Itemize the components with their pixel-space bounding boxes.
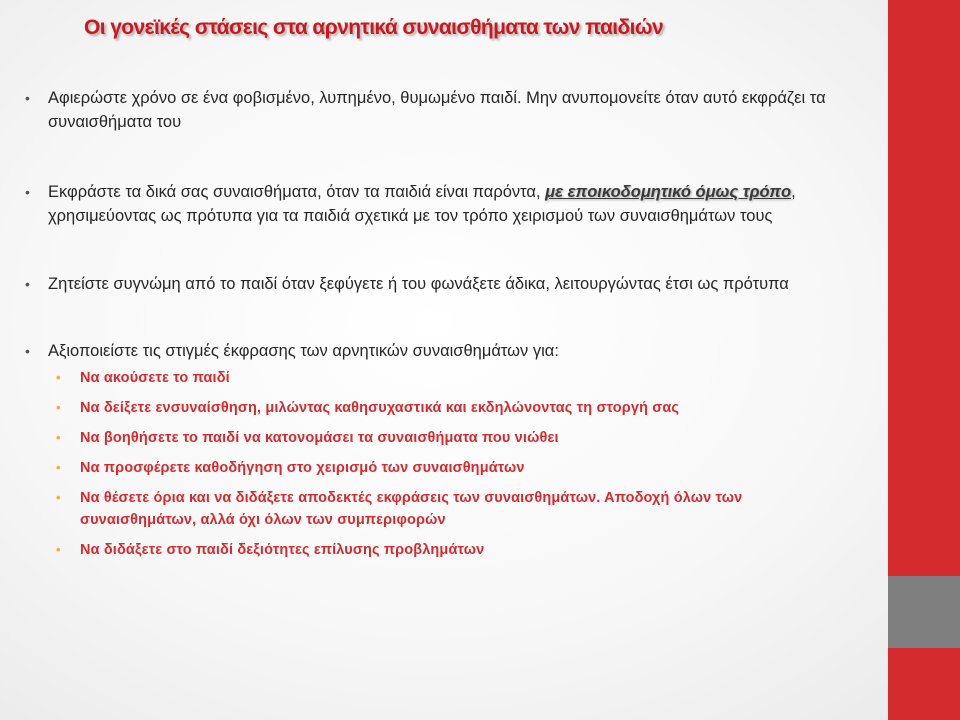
bullet-item <box>0 86 888 134</box>
side-bar-red-top <box>888 0 960 576</box>
bullet-item <box>0 339 888 363</box>
side-bar-red-bottom <box>888 648 960 720</box>
bullet-text: Αξιοποιείστε τις στιγμές έκφρασης των αρνητικών συναισθημάτων για: <box>48 342 559 360</box>
bullet-text: Ζητείστε συγνώμη από το παιδί όταν ξεφύγετε ή του φωνάξετε άδικα, λειτουργώντας έτσι ως πρότυπα <box>48 275 789 293</box>
sub-bullet-item: • Να θέσετε όρια και να διδάξετε αποδεκτές εκφράσεις των συναισθημάτων. Αποδοχή όλων των συναισθημάτων, αλλά όχι όλων των συμπεριφορών <box>0 487 888 531</box>
bullet-item <box>0 272 888 296</box>
bullet-text: Εκφράστε τα δικά σας συναισθήματα, όταν τα παιδιά είναι παρόντα, <box>48 183 546 201</box>
sub-bullet-item: • Να δείξετε ενσυναίσθηση, μιλώντας καθησυχαστικά και εκδηλώνοντας τη στοργή σας <box>0 397 888 419</box>
sub-bullet-item: • Να διδάξετε στο παιδί δεξιότητες επίλυσης προβλημάτων <box>0 539 888 561</box>
slide-title: Οι γονεϊκές στάσεις στα αρνητικά συναισθήματα των παιδιών <box>84 16 664 39</box>
bullet-emphasis: με εποικοδομητικό όμως τρόπο <box>545 183 792 201</box>
sub-bullet-item: • Να προσφέρετε καθοδήγηση στο χειρισμό των συναισθημάτων <box>0 457 888 479</box>
side-bar-gray <box>888 576 960 648</box>
sub-bullet-item: • Να βοηθήσετε το παιδί να κατονομάσει τα συναισθήματα που νιώθει <box>0 427 888 449</box>
sub-bullet-list <box>0 367 888 561</box>
bullet-text: Αφιερώστε χρόνο σε ένα φοβισμένο, λυπημένο, θυμωμένο παιδί. Μην ανυπομονείτε όταν αυτό εκφράζει τα συναισθήματα του <box>48 89 826 131</box>
bullet-item <box>0 180 888 228</box>
slide-content <box>0 86 888 569</box>
bullet-text: , χρησιμεύοντας ως πρότυπα για τα παιδιά σχετικά με τον τρόπο χειρισμού των συναισθημάτων τους <box>48 183 796 225</box>
sub-bullet-item: • Να ακούσετε το παιδί <box>0 367 888 389</box>
